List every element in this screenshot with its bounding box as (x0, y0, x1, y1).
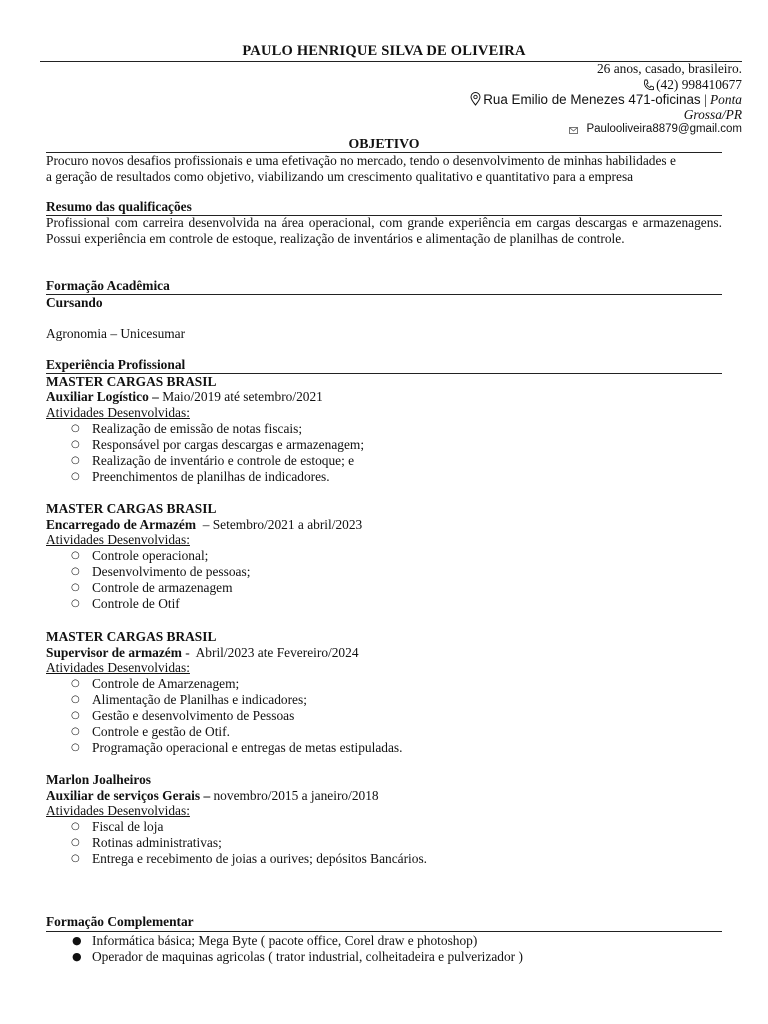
list-item: ○ Controle de armazenagem (71, 580, 233, 595)
list-item: ○ Desenvolvimento de pessoas; (71, 564, 251, 579)
job-company: MASTER CARGAS BRASIL (46, 501, 217, 516)
job-activities-list (46, 548, 250, 612)
email-address[interactable]: Paulooliveira8879@gmail.com (586, 123, 742, 135)
job-role: Auxiliar de serviços Gerais – (46, 788, 211, 803)
circle-bullet-icon: ○ (71, 710, 80, 721)
job-role-line (46, 788, 379, 804)
activities-label: Atividades Desenvolvidas: (46, 405, 190, 420)
list-item: ○ Responsável por cargas descargas e armazenagem; (71, 437, 365, 452)
job-activities-list (46, 421, 364, 485)
circle-bullet-icon: ○ (71, 423, 80, 434)
complementary-list (46, 933, 523, 965)
list-item: ○ Controle de Amarzenagem; (71, 676, 240, 691)
complementary-divider (46, 931, 722, 932)
qualifications-text: Profissional com carreira desenvolvida na área operacional, com grande experiência em cargas descargas e armazenagens. Possui experiência em controle de estoque, realização de inventários e alimentação de planilhas de controle. (46, 215, 722, 246)
circle-bullet-icon: ○ (71, 598, 80, 609)
circle-bullet-icon: ○ (71, 550, 80, 561)
circle-bullet-icon: ○ (71, 837, 80, 848)
job-period: – Setembro/2021 a abril/2023 (196, 517, 363, 532)
complementary-title: Formação Complementar (46, 914, 194, 929)
circle-bullet-icon: ○ (71, 455, 80, 466)
list-item: ○ Entrega e recebimento de joias a ourives; depósitos Bancários. (71, 851, 428, 866)
list-item: ○ Gestão e desenvolvimento de Pessoas (71, 708, 295, 723)
circle-bullet-icon: ○ (71, 582, 80, 593)
education-course: Agronomia – Unicesumar (46, 326, 186, 341)
list-item: ● Operador de maquinas agricolas ( trator industrial, colheitadeira e pulverizador ) (72, 949, 523, 964)
job-period: - Abril/2023 ate Fevereiro/2024 (181, 645, 359, 660)
list-item: ○ Programação operacional e entregas de metas estipuladas. (71, 740, 403, 755)
objective-title: OBJETIVO (348, 136, 420, 151)
job-company: MASTER CARGAS BRASIL (46, 629, 217, 644)
list-item: ○ Alimentação de Planilhas e indicadores; (71, 692, 307, 707)
job-activities-list (46, 819, 427, 867)
job-role: Supervisor de armazém (46, 645, 182, 660)
job-role: Encarregado de Armazém (46, 517, 196, 532)
location-pin-icon (470, 92, 481, 110)
job-period: Maio/2019 até setembro/2021 (158, 389, 323, 404)
job-role: Auxiliar Logístico – (46, 389, 159, 404)
address-city-part2: Grossa/PR (683, 107, 742, 122)
list-item: ○ Controle e gestão de Otif. (71, 724, 230, 739)
activities-label: Atividades Desenvolvidas: (46, 803, 190, 818)
activities-label: Atividades Desenvolvidas: (46, 660, 190, 675)
circle-bullet-icon: ○ (71, 566, 80, 577)
objective-line-1: Procuro novos desafios profissionais e uma efetivação no mercado, tendo o desenvolvimento de minhas habilidades e (46, 153, 676, 168)
list-item: ○ Fiscal de loja (71, 819, 164, 834)
list-item: ○ Rotinas administrativas; (71, 835, 222, 850)
circle-bullet-icon: ○ (71, 821, 80, 832)
bullet-icon: ● (72, 950, 82, 963)
list-item: ○ Preenchimentos de planilhas de indicadores. (71, 469, 330, 484)
circle-bullet-icon: ○ (71, 694, 80, 705)
education-status: Cursando (46, 295, 103, 310)
address-separator: | (700, 92, 710, 107)
phone-number: (42) 998410677 (656, 77, 742, 92)
circle-bullet-icon: ○ (71, 726, 80, 737)
education-title: Formação Acadêmica (46, 278, 170, 293)
circle-bullet-icon: ○ (71, 853, 80, 864)
list-item: ● Informática básica; Mega Byte ( pacote office, Corel draw e photoshop) (72, 933, 478, 948)
job-role-line (46, 389, 323, 405)
list-item: ○ Realização de emissão de notas fiscais; (71, 421, 303, 436)
circle-bullet-icon: ○ (71, 439, 80, 450)
address-city-part1: Ponta (710, 92, 742, 107)
job-company: MASTER CARGAS BRASIL (46, 374, 217, 389)
job-activities-list (46, 676, 402, 756)
qualifications-title: Resumo das qualificações (46, 199, 192, 214)
activities-label: Atividades Desenvolvidas: (46, 532, 190, 547)
experience-title: Experiência Profissional (46, 357, 186, 372)
personal-info: 26 anos, casado, brasileiro. (596, 61, 742, 76)
candidate-name: PAULO HENRIQUE SILVA DE OLIVEIRA (242, 43, 526, 59)
address-street: Rua Emilio de Menezes 471-oficinas (483, 92, 701, 107)
circle-bullet-icon: ○ (71, 471, 80, 482)
list-item: ○ Controle de Otif (71, 596, 180, 611)
job-role-line (46, 645, 359, 661)
bullet-icon: ● (72, 934, 82, 947)
job-company: Marlon Joalheiros (46, 772, 152, 787)
objective-line-2: a geração de resultados como objetivo, viabilizando um crescimento qualitativo e quantitativo para a empresa (46, 169, 634, 184)
circle-bullet-icon: ○ (71, 742, 80, 753)
list-item: ○ Realização de inventário e controle de estoque; e (71, 453, 355, 468)
education-divider (46, 294, 722, 295)
circle-bullet-icon: ○ (71, 678, 80, 689)
job-role-line (46, 517, 362, 533)
list-item: ○ Controle operacional; (71, 548, 209, 563)
job-period: novembro/2015 a janeiro/2018 (210, 788, 379, 803)
